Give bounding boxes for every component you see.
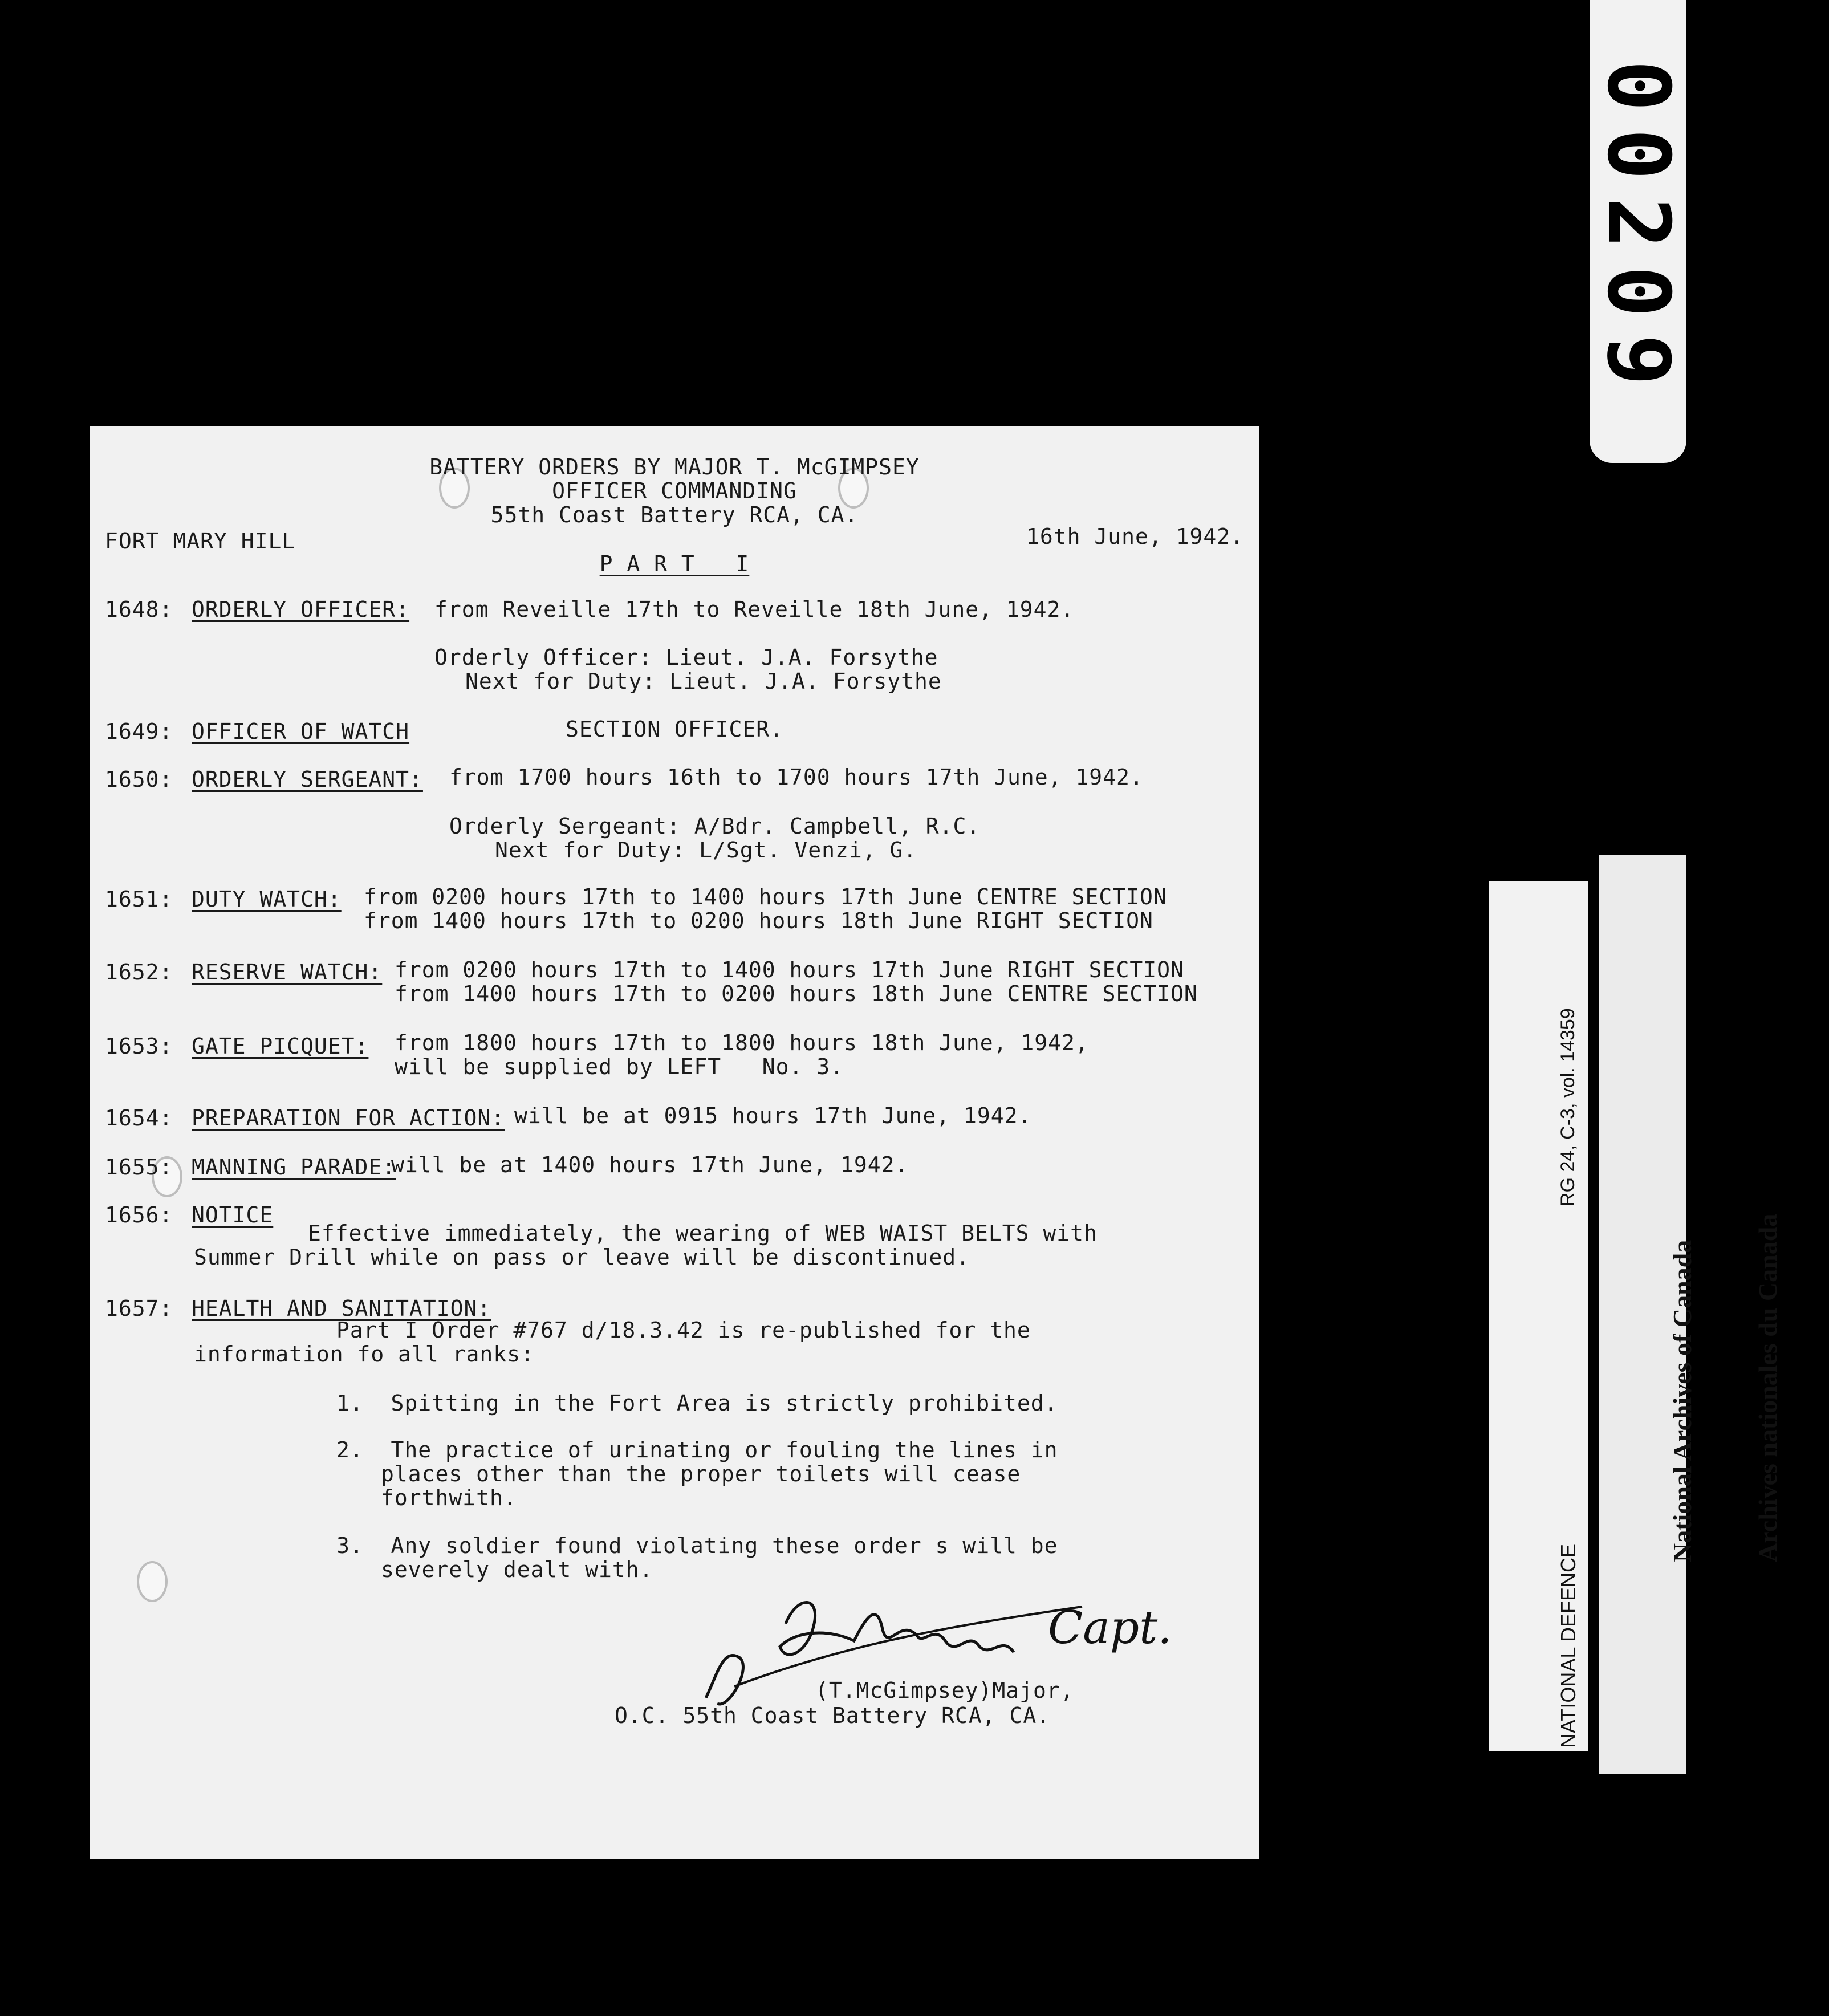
- order-text-2: from 1400 hours 17th to 0200 hours 18th June RIGHT SECTION: [364, 908, 1153, 933]
- signatory-title: O.C. 55th Coast Battery RCA, CA.: [615, 1703, 1051, 1728]
- archives-label: National Archives of Canada Archives nationales du Canada: [1668, 1213, 1782, 1562]
- order-text: will be at 1400 hours 17th June, 1942.: [391, 1152, 909, 1177]
- document-date: 16th June, 1942.: [1026, 524, 1245, 549]
- order-text-2: will be supplied by LEFT No. 3.: [395, 1054, 844, 1079]
- order-text: from 0200 hours 17th to 1400 hours 17th June RIGHT SECTION: [395, 957, 1184, 982]
- orderly-officer-line: Orderly Officer: Lieut. J.A. Forsythe: [434, 645, 938, 670]
- order-text-2: information fo all ranks:: [194, 1342, 534, 1367]
- record-group-label: RG 24, C-3, vol. 14359: [1557, 1008, 1579, 1206]
- signatory-name: (T.McGimpsey)Major,: [815, 1678, 1074, 1703]
- header-line-3: 55th Coast Battery RCA, CA.: [490, 502, 859, 527]
- frame-number: 00209: [1590, 0, 1686, 463]
- order-title: GATE PICQUET:: [192, 1034, 369, 1059]
- order-title: MANNING PARADE:: [192, 1155, 396, 1180]
- order-title: OFFICER OF WATCH: [192, 719, 410, 744]
- archives-stamp: [1599, 855, 1782, 1774]
- order-title: HEALTH AND SANITATION:: [192, 1296, 491, 1321]
- order-text: from 1700 hours 16th to 1700 hours 17th June, 1942.: [449, 765, 1144, 790]
- archive-reference-strip: [1489, 881, 1588, 1751]
- signature-capt: Capt.: [1048, 1601, 1172, 1654]
- order-text-2: from 1400 hours 17th to 0200 hours 18th June CENTRE SECTION: [395, 981, 1198, 1006]
- list-item: 3. Any soldier found violating these order s will be: [336, 1533, 1058, 1558]
- order-text: from 0200 hours 17th to 1400 hours 17th June CENTRE SECTION: [364, 884, 1167, 909]
- next-duty-line: Next for Duty: L/Sgt. Venzi, G.: [495, 838, 917, 863]
- part-heading: P A R T I: [599, 551, 750, 576]
- department-label: NATIONAL DEFENCE: [1556, 1543, 1580, 1748]
- list-item: 1. Spitting in the Fort Area is strictly prohibited.: [336, 1391, 1058, 1416]
- order-number: 1652:: [105, 960, 173, 985]
- order-text: Effective immediately, the wearing of WEB WAIST BELTS with: [308, 1221, 1098, 1246]
- order-number: 1653:: [105, 1034, 173, 1059]
- order-number: 1651:: [105, 887, 173, 912]
- list-item: severely dealt with.: [381, 1557, 653, 1582]
- order-text: from Reveille 17th to Reveille 18th June, 1942.: [434, 597, 1075, 622]
- order-number: 1648:: [105, 597, 173, 622]
- next-duty-line: Next for Duty: Lieut. J.A. Forsythe: [465, 669, 942, 694]
- order-title: ORDERLY OFFICER:: [192, 597, 410, 622]
- order-number: 1650:: [105, 767, 173, 792]
- order-text-2: Summer Drill while on pass or leave will be discontinued.: [194, 1245, 970, 1270]
- order-text: SECTION OFFICER.: [566, 717, 784, 742]
- list-item: forthwith.: [381, 1485, 517, 1510]
- order-title: NOTICE: [192, 1202, 274, 1228]
- orderly-sergeant-line: Orderly Sergeant: A/Bdr. Campbell, R.C.: [449, 814, 981, 839]
- list-item: places other than the proper toilets will cease: [381, 1461, 1021, 1486]
- header-line-2: OFFICER COMMANDING: [552, 478, 797, 503]
- list-item: 2. The practice of urinating or fouling the lines in: [336, 1437, 1058, 1462]
- order-number: 1649:: [105, 719, 173, 744]
- order-number: 1657:: [105, 1296, 173, 1321]
- location: FORT MARY HILL: [105, 529, 296, 554]
- order-text: will be at 0915 hours 17th June, 1942.: [514, 1103, 1032, 1128]
- order-text: Part I Order #767 d/18.3.42 is re-published for the: [336, 1318, 1031, 1343]
- order-number: 1656:: [105, 1202, 173, 1228]
- order-text: from 1800 hours 17th to 1800 hours 18th June, 1942,: [395, 1030, 1089, 1055]
- order-title: PREPARATION FOR ACTION:: [192, 1105, 505, 1131]
- order-title: ORDERLY SERGEANT:: [192, 767, 423, 792]
- order-title: RESERVE WATCH:: [192, 960, 383, 985]
- order-title: DUTY WATCH:: [192, 887, 342, 912]
- document-page: [90, 426, 1259, 1859]
- order-number: 1654:: [105, 1105, 173, 1131]
- header-line-1: BATTERY ORDERS BY MAJOR T. McGIMPSEY: [429, 454, 920, 479]
- punch-hole-margin-2: [137, 1561, 168, 1602]
- order-number: 1655:: [105, 1155, 173, 1180]
